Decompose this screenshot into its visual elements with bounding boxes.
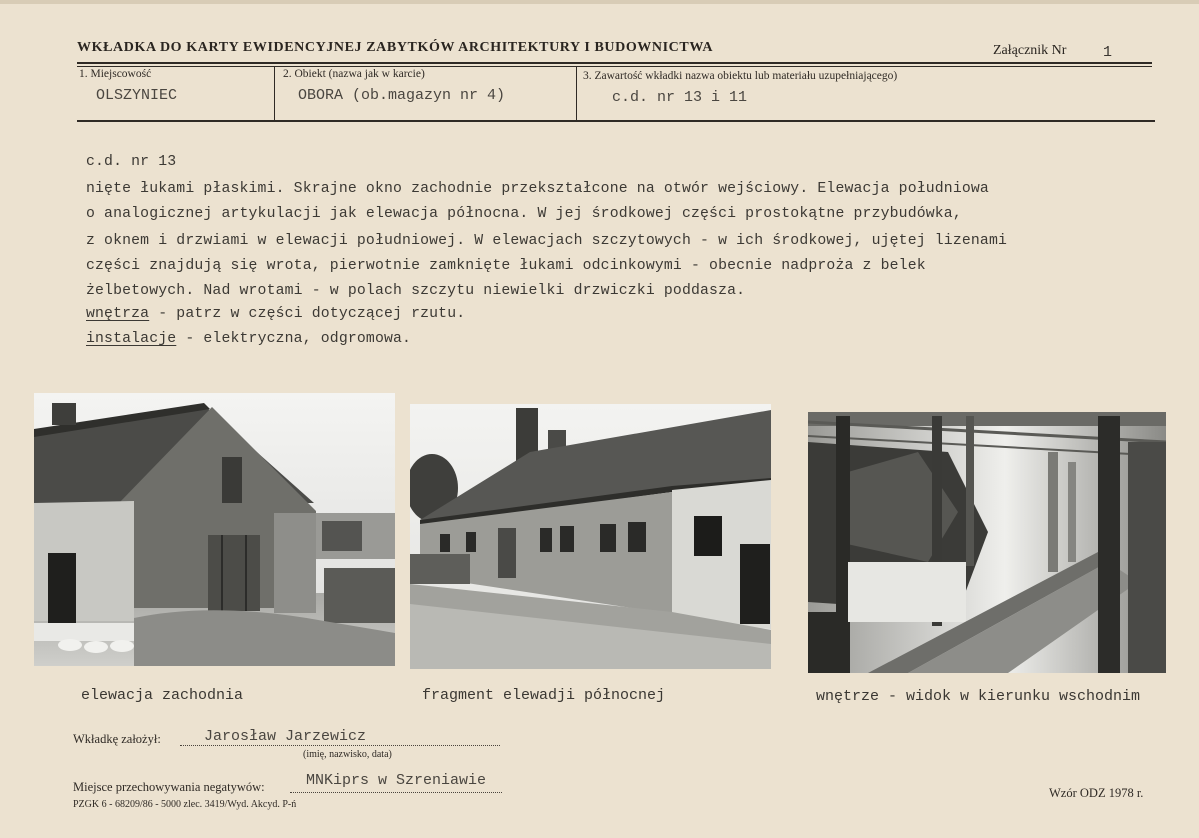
- contents-label: 3. Zawartość wkładki nazwa obiektu lub materiału uzupełniającego): [583, 70, 898, 82]
- author-value: Jarosław Jarzewicz: [204, 728, 367, 745]
- author-label: Wkładkę założył:: [73, 732, 161, 746]
- locality-label: 1. Miejscowość: [79, 68, 152, 80]
- form-title: WKŁADKA DO KARTY EWIDENCYJNEJ ZABYTKÓW ARCHITEKTURY I BUDOWNICTWA: [77, 40, 714, 55]
- field-divider-2: [576, 66, 577, 121]
- body-line-6: żelbetowych. Nad wrotami - w polach szczytu niewielki drzwiczki poddasza.: [86, 283, 746, 299]
- object-value: OBORA (ob.magazyn nr 4): [298, 87, 506, 104]
- locality-value: OLSZYNIEC: [96, 87, 178, 104]
- photo-interior: [808, 412, 1166, 673]
- body-line-3: o analogicznej artykulacji jak elewacja północna. W jej środkowej części prostokątne przybudówka,: [86, 206, 962, 222]
- photo-interior-image: [808, 412, 1166, 673]
- interior-term: wnętrza: [86, 306, 150, 322]
- photo-west-elevation-image: [34, 393, 395, 666]
- storage-label: Miejsce przechowywania negatywów:: [73, 780, 265, 794]
- header-rule-bottom: [77, 120, 1155, 122]
- print-info: PZGK 6 - 68209/86 - 5000 zlec. 3419/Wyd. Akcyd. P-ń: [73, 799, 297, 810]
- caption-interior: wnętrze - widok w kierunku wschodnim: [816, 688, 1141, 705]
- photo-north-elevation: [410, 404, 771, 669]
- caption-west-elevation: elewacja zachodnia: [81, 687, 244, 704]
- body-line-interior: [86, 306, 465, 322]
- field-divider-1: [274, 66, 275, 121]
- photo-north-elevation-image: [410, 404, 771, 669]
- object-label: 2. Obiekt (nazwa jak w karcie): [283, 68, 425, 80]
- annex-number: 1: [1103, 44, 1113, 61]
- author-dotted-line: [180, 745, 500, 746]
- interior-text: - patrz w części dotyczącej rzutu.: [149, 306, 466, 322]
- caption-north-elevation: fragment elewadji północnej: [422, 687, 666, 704]
- header-rule-top-2: [77, 66, 1152, 67]
- header-rule-top: [77, 62, 1152, 64]
- annex-label: Załącznik Nr: [993, 43, 1067, 58]
- storage-dotted-line: [290, 792, 502, 793]
- installations-term: instalacje: [86, 331, 177, 347]
- template-info: Wzór ODZ 1978 r.: [1049, 786, 1144, 800]
- body-line-1: c.d. nr 13: [86, 154, 177, 170]
- body-line-5: części znajdują się wrota, pierwotnie zamknięte łukami odcinkowymi - obecnie nadproża z belek: [86, 258, 926, 274]
- photo-west-elevation: [34, 393, 395, 666]
- storage-value: MNKiprs w Szreniawie: [306, 772, 487, 789]
- page-edge: [0, 0, 1199, 4]
- body-line-installations: [86, 331, 411, 347]
- body-line-4: z oknem i drzwiami w elewacji południowej. W elewacjach szczytowych - w ich środkowej, ujętej lizenami: [86, 233, 1008, 249]
- author-hint: (imię, nazwisko, data): [303, 749, 392, 760]
- contents-value: c.d. nr 13 i 11: [612, 89, 748, 106]
- body-line-2: nięte łukami płaskimi. Skrajne okno zachodnie przekształcone na otwór wejściowy. Elewacja południowa: [86, 181, 989, 197]
- installations-text: - elektryczna, odgromowa.: [176, 331, 412, 347]
